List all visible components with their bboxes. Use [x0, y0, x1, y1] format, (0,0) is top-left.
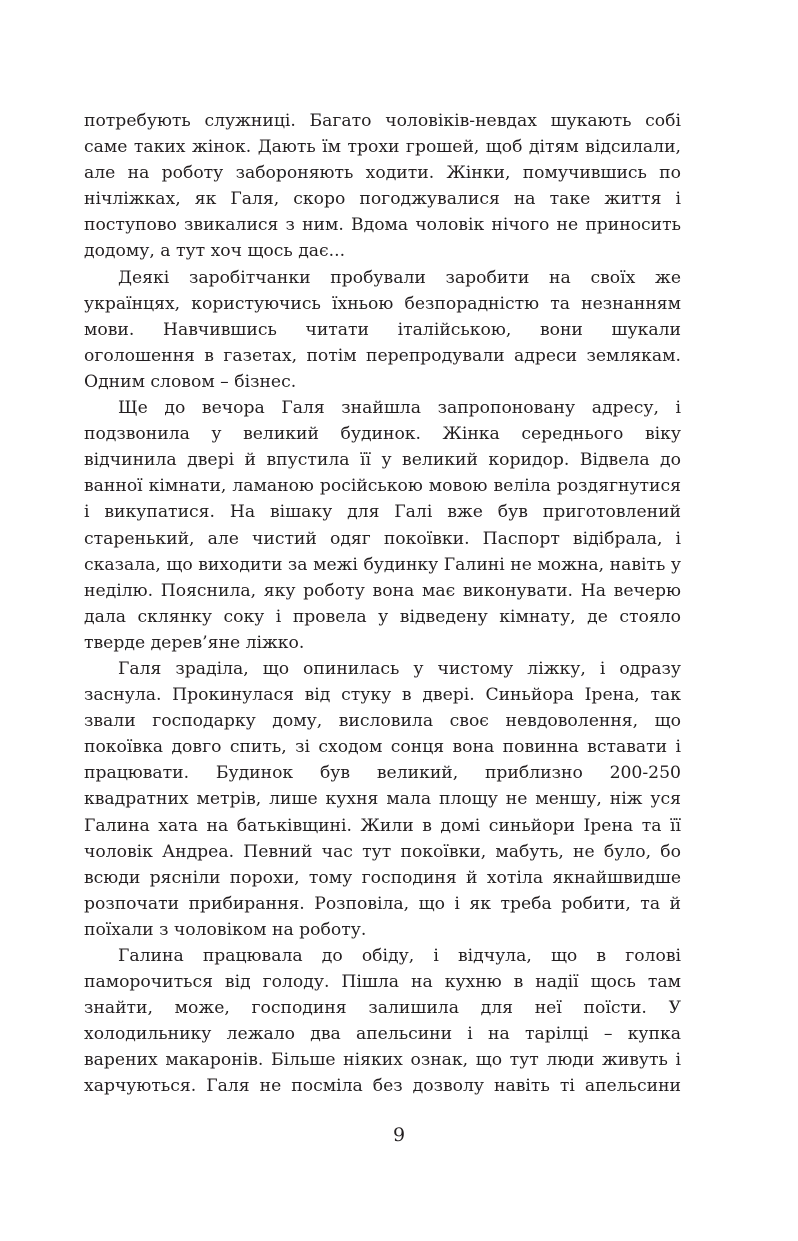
paragraph-4: Галя зраділа, що опинилась у чистому ліжку, і одразу заснула. Прокинулася від стуку в двері. Синьйора Ірена, так звали господарку дому, висловила своє невдоволення, що покоївка довго спить, зі сходом сонця вона повинна вставати і працювати. Будинок був великий, приблизно 200-250 квадратних метрів, лише кухня мала площу не меншу, ніж уся Галина хата на батьківщині. Жили в домі синьйори Ірена та її чоловік Андреа. Певний час тут покоївки, мабуть, не було, бо всюди рясніли порохи, тому господиня й хотіла якнайшвидше розпочати прибирання. Розповіла, що і як треба робити, та й поїхали з чоловіком на роботу. — [84, 658, 681, 940]
page-body — [84, 108, 681, 1100]
page-number: 9 — [392, 1124, 406, 1146]
paragraph-1: потребують служниці. Багато чоловіків-невдах шукають собі саме таких жінок. Дають їм трохи грошей, щоб дітям відсилали, але на роботу забороняють ходити. Жінки, помучившись по нічліжках, як Галя, скоро погоджувалися на таке життя і поступово звикалися з ним. Вдома чоловік нічого не приносить додому, а тут хоч щось дає... — [84, 111, 681, 262]
paragraph-2: Деякі заробітчанки пробували заробити на своїх же українцях, користуючись їхньою безпорадністю та незнанням мови. Навчившись читати італійською, вони шукали оголошення в газетах, потім перепродували адреси землякам. Одним словом – бізнес. — [84, 267, 681, 392]
paragraph-3: Ще до вечора Галя знайшла запропоновану адресу, і подзвонила у великий будинок. Жінка середнього віку відчинила двері й впустила її у великий коридор. Відвела до ванної кімнати, ламаною російською мовою веліла роздягнутися і викупатися. На вішаку для Галі вже був приготовлений старенький, але чистий одяг покоївки. Паспорт відібрала, і сказала, що виходити за межі будинку Галині не можна, навіть у неділю. Пояснила, яку роботу вона має виконувати. На вечерю дала склянку соку і провела у відведену кімнату, де стояло тверде дерев’яне ліжко. — [84, 398, 681, 653]
paragraph-5: Галина працювала до обіду, і відчула, що в голові паморочиться від голоду. Пішла на кухню в надії щось там знайти, може, господиня залишила для неї поїсти. У холодильнику лежало два апельсини і на тарілці – купка варених макаронів. Більше ніяких ознак, що тут люди живуть і харчуються. Галя не посміла без дозволу навіть ті апельсини — [84, 946, 681, 1097]
